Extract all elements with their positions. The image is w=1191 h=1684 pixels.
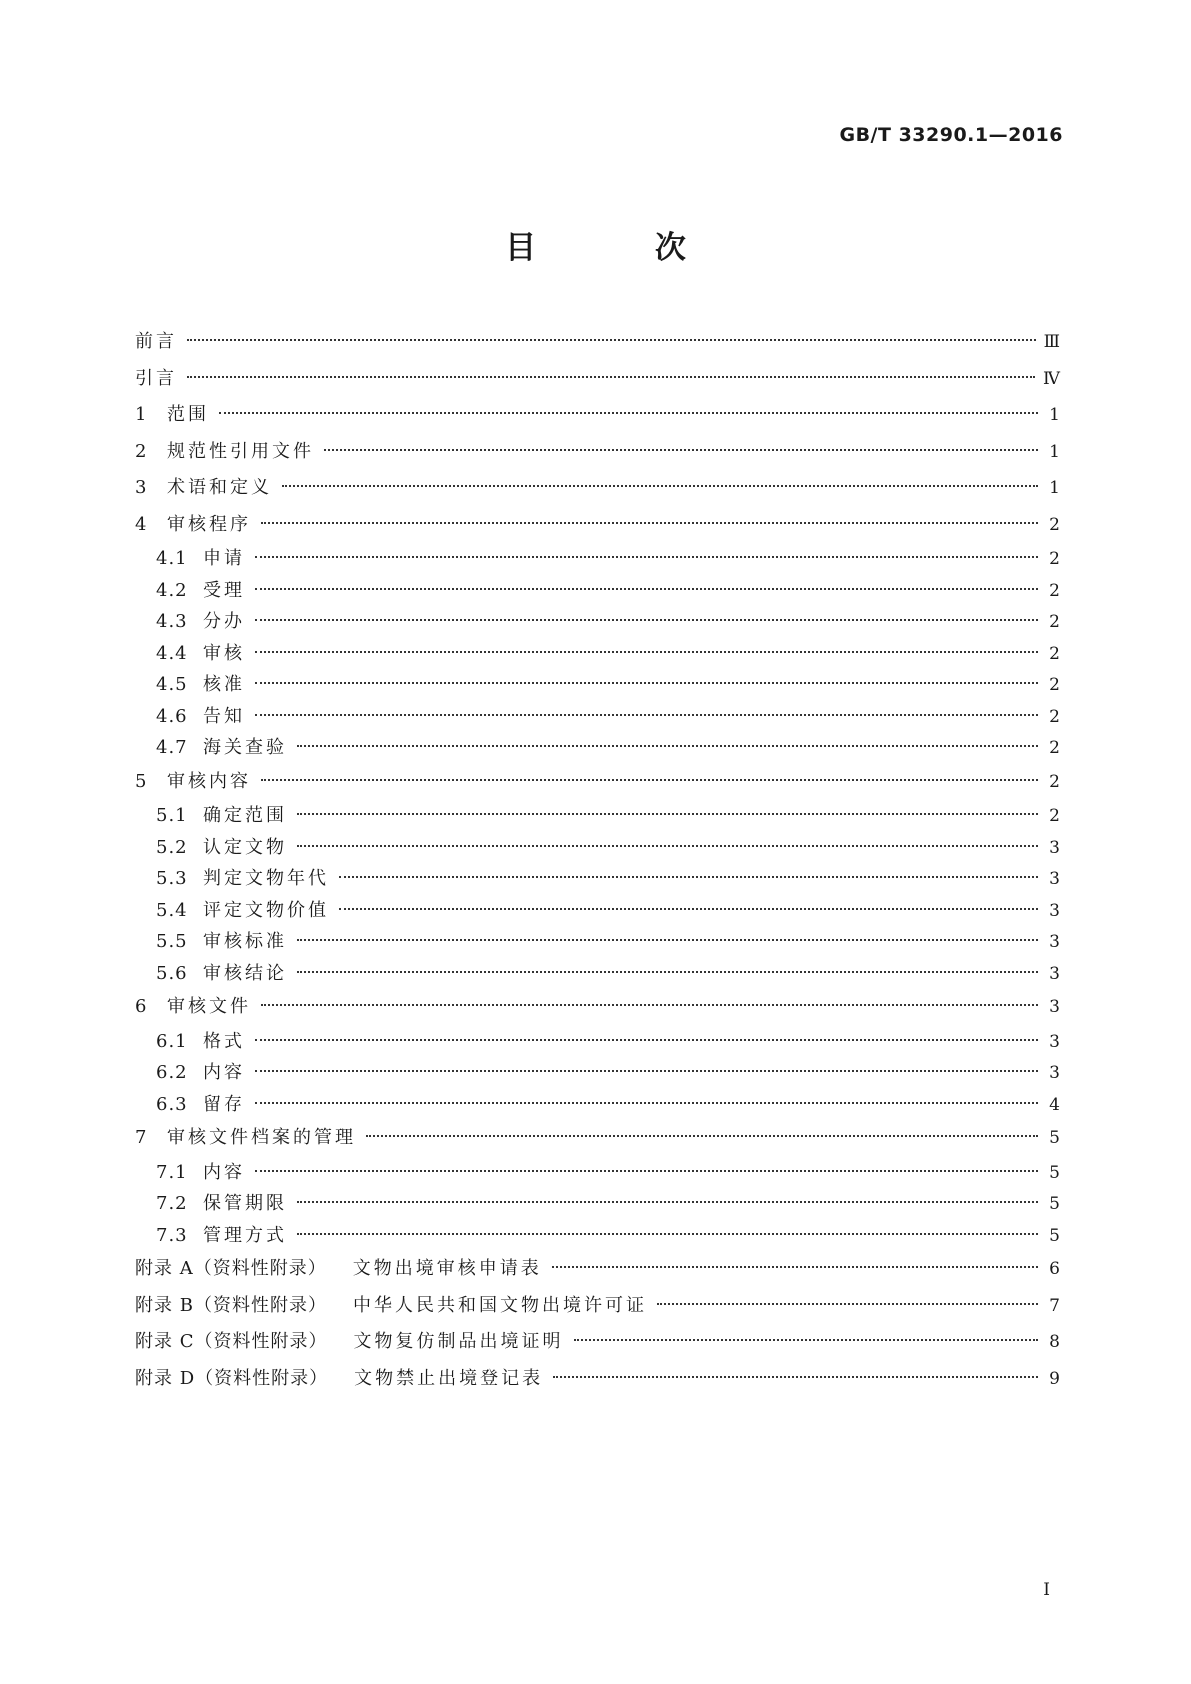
toc-entry-number: 4.2: [156, 579, 188, 601]
dot-leader: [255, 619, 1038, 621]
toc-entry[interactable]: [135, 1120, 1060, 1157]
dot-leader: [255, 1039, 1038, 1041]
toc-entry-number: 7.1: [156, 1161, 188, 1183]
toc-entry-page: Ⅳ: [1043, 368, 1060, 389]
toc-entry-number: 7.2: [156, 1193, 188, 1214]
toc-entry-title: 评定文物价值: [203, 899, 329, 921]
toc-subentry[interactable]: [135, 638, 1060, 670]
toc-appendix-entry[interactable]: [135, 1361, 1060, 1398]
toc-entry-page: 2: [1049, 643, 1060, 664]
toc-entry-title: 海关查验: [203, 737, 287, 758]
toc-entry-page: 3: [1049, 837, 1060, 858]
appendix-label: 附录 D（资料性附录）: [135, 1367, 329, 1389]
page-number: I: [1043, 1580, 1050, 1600]
toc-subentry[interactable]: [135, 543, 1060, 575]
toc-entry-page: 1: [1049, 405, 1060, 425]
toc-subentry[interactable]: [135, 732, 1060, 764]
toc-entry-page: 5: [1049, 1225, 1060, 1246]
toc-subentry[interactable]: [135, 669, 1060, 701]
toc-entry-number: 4.6: [156, 705, 188, 727]
toc-entry-page: 4: [1049, 1094, 1060, 1115]
toc-entry-page: 2: [1049, 675, 1060, 695]
appendix-title: 中华人民共和国文物出境许可证: [352, 1294, 647, 1316]
toc-entry-number: 4.1: [156, 548, 188, 569]
dot-leader: [261, 1004, 1038, 1006]
dot-leader: [187, 376, 1035, 378]
toc-subentry[interactable]: [135, 575, 1060, 607]
toc-subentry[interactable]: [135, 895, 1060, 927]
toc-entry-page: 1: [1049, 478, 1060, 498]
toc-entry-title: 内容: [203, 1062, 245, 1083]
toc-subentry[interactable]: [135, 1188, 1060, 1220]
dot-leader: [255, 714, 1038, 716]
toc-entry-number: 6.2: [156, 1062, 188, 1083]
toc-entry-title: 认定文物: [203, 836, 287, 858]
toc-entry-number: 5.2: [156, 836, 188, 858]
toc-entry-page: 3: [1049, 1063, 1060, 1083]
toc-subentry[interactable]: [135, 1089, 1060, 1121]
toc-entry[interactable]: [135, 507, 1060, 544]
dot-leader: [219, 412, 1038, 414]
dot-leader: [255, 1070, 1038, 1072]
toc-entry-page: 2: [1049, 549, 1060, 569]
toc-entry-title: 申请: [203, 548, 245, 569]
toc-entry-title: 术语和定义: [167, 477, 272, 498]
toc-subentry[interactable]: [135, 1057, 1060, 1089]
toc-subentry[interactable]: [135, 800, 1060, 832]
dot-leader: [553, 1376, 1038, 1378]
toc-entry-title: 告知: [203, 705, 245, 727]
toc-appendix-entry[interactable]: [135, 1251, 1060, 1288]
toc-entry[interactable]: [135, 397, 1060, 434]
toc-entry-page: 2: [1049, 771, 1060, 792]
toc-entry-title: 判定文物年代: [203, 868, 329, 889]
toc-entry-page: 5: [1049, 1162, 1060, 1183]
appendix-page: 9: [1049, 1368, 1060, 1389]
toc-subentry[interactable]: [135, 1026, 1060, 1058]
dot-leader: [574, 1339, 1039, 1341]
toc-entry-title: 审核文件档案的管理: [167, 1127, 356, 1148]
toc-entry-title: 范围: [167, 404, 209, 425]
dot-leader: [255, 588, 1038, 590]
toc-entry-page: 2: [1049, 612, 1060, 632]
toc-entry-page: 3: [1049, 869, 1060, 889]
toc-subentry[interactable]: [135, 926, 1060, 958]
toc-entry-number: 7: [135, 1127, 147, 1148]
dot-leader: [297, 813, 1038, 815]
toc-subentry[interactable]: [135, 958, 1060, 990]
dot-leader: [366, 1135, 1038, 1137]
toc-title: 目 次: [505, 230, 740, 266]
toc-entry-number: 5.6: [156, 962, 188, 984]
toc-entry-page: 3: [1049, 997, 1060, 1017]
toc-entry-page: 2: [1049, 514, 1060, 535]
toc-entry-page: 3: [1049, 1031, 1060, 1052]
toc-subentry[interactable]: [135, 701, 1060, 733]
dot-leader: [297, 971, 1038, 973]
toc-entry-title: 保管期限: [203, 1193, 287, 1214]
toc-entry[interactable]: [135, 324, 1060, 361]
toc-entry-number: 5.5: [156, 931, 188, 952]
toc-appendix-entry[interactable]: [135, 1288, 1060, 1325]
table-of-contents: [135, 324, 1060, 1397]
appendix-label: 附录 C（资料性附录）: [135, 1331, 328, 1352]
dot-leader: [187, 339, 1036, 341]
dot-leader: [297, 845, 1038, 847]
toc-entry-page: 3: [1049, 963, 1060, 984]
toc-entry-title: 留存: [203, 1093, 245, 1115]
toc-entry-number: 5: [135, 770, 147, 792]
dot-leader: [657, 1303, 1038, 1305]
appendix-title: 文物出境审核申请表: [352, 1258, 542, 1279]
toc-entry-title: 分办: [203, 611, 245, 632]
dot-leader: [255, 556, 1038, 558]
dot-leader: [255, 1170, 1038, 1172]
toc-entry-number: 5.4: [156, 899, 188, 921]
toc-entry-number: 6: [135, 996, 147, 1017]
toc-entry-page: 5: [1049, 1128, 1060, 1148]
document-number: GB/T 33290.1—2016: [839, 124, 1063, 146]
toc-entry-title: 前言: [135, 331, 177, 352]
toc-entry-page: 2: [1049, 738, 1060, 758]
toc-entry-title: 审核结论: [203, 962, 287, 984]
dot-leader: [339, 908, 1038, 910]
toc-entry-page: 5: [1049, 1194, 1060, 1214]
toc-entry-title: 审核: [203, 642, 245, 664]
toc-subentry[interactable]: [135, 1157, 1060, 1189]
toc-entry-number: 2: [135, 440, 147, 462]
toc-subentry[interactable]: [135, 832, 1060, 864]
appendix-label: 附录 A（资料性附录）: [135, 1258, 327, 1279]
dot-leader: [339, 876, 1038, 878]
toc-entry[interactable]: [135, 361, 1060, 398]
appendix-page: 7: [1049, 1295, 1060, 1316]
dot-leader: [297, 1233, 1038, 1235]
toc-entry-page: 2: [1049, 806, 1060, 826]
toc-entry[interactable]: [135, 470, 1060, 507]
toc-entry-page: 2: [1049, 706, 1060, 727]
dot-leader: [261, 779, 1038, 781]
appendix-label: 附录 B（资料性附录）: [135, 1294, 327, 1316]
toc-appendix-entry[interactable]: [135, 1324, 1060, 1361]
toc-subentry[interactable]: [135, 1220, 1060, 1252]
toc-entry-title: 规范性引用文件: [167, 440, 314, 462]
dot-leader: [324, 449, 1038, 451]
toc-subentry[interactable]: [135, 606, 1060, 638]
toc-entry-title: 确定范围: [203, 805, 287, 826]
dot-leader: [552, 1266, 1038, 1268]
toc-entry-number: 4.4: [156, 642, 188, 664]
dot-leader: [297, 1201, 1038, 1203]
toc-entry-title: 受理: [203, 579, 245, 601]
appendix-page: 8: [1049, 1332, 1060, 1352]
toc-entry-number: 4.5: [156, 674, 188, 695]
toc-entry-page: 3: [1049, 932, 1060, 952]
toc-entry-number: 6.3: [156, 1093, 188, 1115]
toc-entry-page: 3: [1049, 900, 1060, 921]
toc-entry-number: 4: [135, 513, 147, 535]
toc-entry-title: 审核标准: [203, 931, 287, 952]
toc-entry-page: 2: [1049, 580, 1060, 601]
toc-entry-title: 格式: [203, 1030, 245, 1052]
dot-leader: [261, 522, 1038, 524]
toc-entry-number: 7.3: [156, 1224, 188, 1246]
toc-entry-title: 引言: [135, 367, 177, 389]
toc-entry-number: 6.1: [156, 1030, 188, 1052]
toc-subentry[interactable]: [135, 863, 1060, 895]
appendix-title: 文物禁止出境登记表: [354, 1367, 544, 1389]
appendix-title: 文物复仿制品出境证明: [353, 1331, 564, 1352]
dot-leader: [255, 1102, 1038, 1104]
toc-entry-number: 5.1: [156, 805, 188, 826]
toc-entry[interactable]: [135, 764, 1060, 801]
dot-leader: [282, 485, 1038, 487]
dot-leader: [297, 745, 1038, 747]
toc-entry[interactable]: [135, 434, 1060, 471]
toc-entry-number: 4.7: [156, 737, 188, 758]
toc-entry-title: 审核内容: [167, 770, 251, 792]
toc-entry-page: Ⅲ: [1043, 332, 1060, 352]
toc-entry-page: 1: [1049, 441, 1060, 462]
appendix-page: 6: [1049, 1259, 1060, 1279]
dot-leader: [297, 939, 1038, 941]
toc-entry-title: 审核文件: [167, 996, 251, 1017]
toc-entry-number: 4.3: [156, 611, 188, 632]
toc-entry-title: 内容: [203, 1161, 245, 1183]
toc-entry-number: 5.3: [156, 868, 188, 889]
toc-entry-title: 管理方式: [203, 1224, 287, 1246]
toc-entry[interactable]: [135, 989, 1060, 1026]
toc-entry-title: 核准: [203, 674, 245, 695]
dot-leader: [255, 651, 1038, 653]
toc-entry-title: 审核程序: [167, 513, 251, 535]
dot-leader: [255, 682, 1038, 684]
toc-entry-number: 3: [135, 477, 147, 498]
toc-entry-number: 1: [135, 404, 147, 425]
